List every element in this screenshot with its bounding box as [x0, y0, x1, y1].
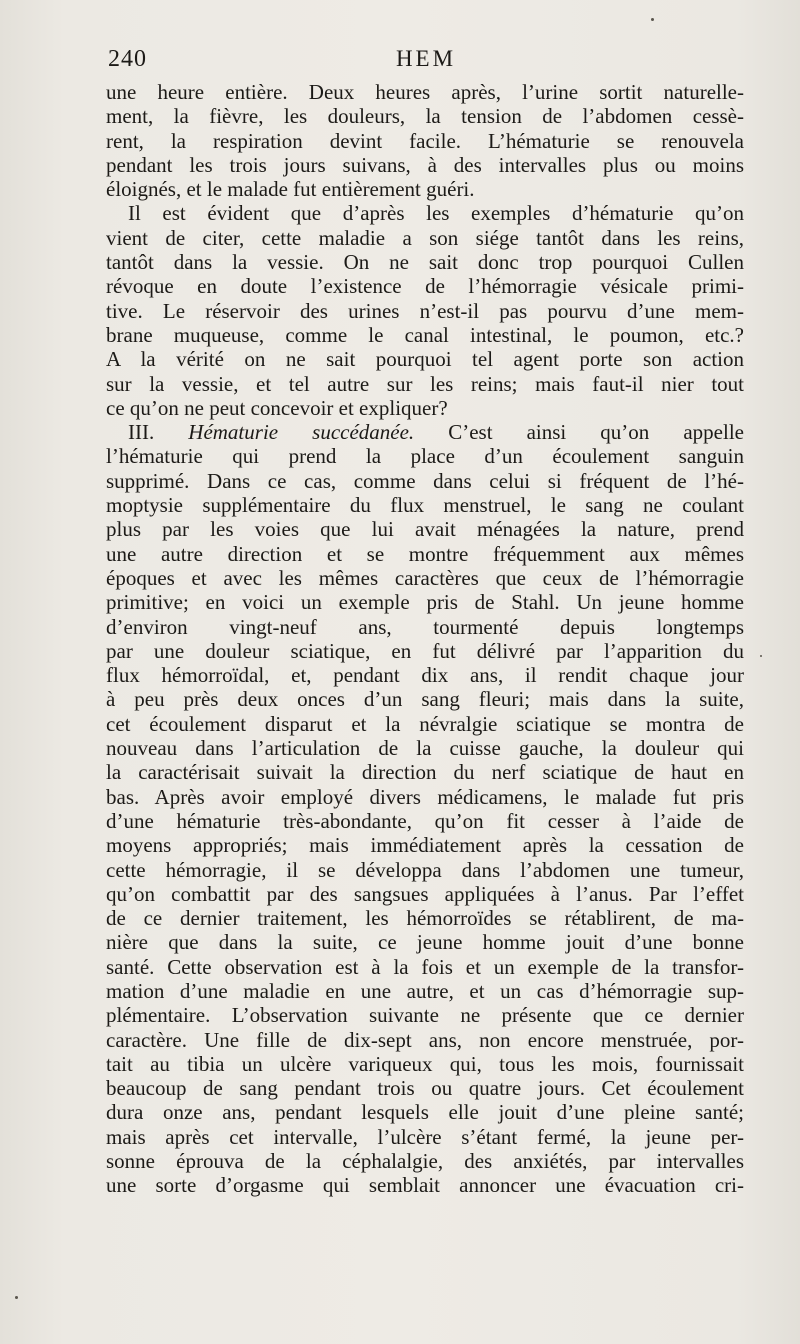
text-line: éloignés, et le malade fut entièrement guéri. — [106, 177, 475, 202]
text-line: beaucoup de sang pendant trois ou quatre jours. Cet écoulement — [106, 1076, 744, 1101]
page-number: 240 — [108, 46, 147, 72]
text-line: qu’on combattit par des sangsues appliquées à l’anus. Par l’effet — [106, 881, 744, 906]
text-fragment: C’est ainsi qu’on appelle — [414, 420, 744, 445]
text-line: nière que dans la suite, ce jeune homme jouit d’une bonne — [106, 930, 744, 955]
text-line: d’une hématurie très-abondante, qu’on fit cesser à l’aide de — [106, 808, 744, 833]
text-line: ment, la fièvre, les douleurs, la tension de l’abdomen cessè- — [106, 104, 744, 129]
text-line: par une douleur sciatique, en fut délivré par l’apparition du — [106, 638, 744, 663]
text-line: caractère. Une fille de dix-sept ans, non encore menstruée, por- — [106, 1027, 744, 1052]
text-line: santé. Cette observation est à la fois et un exemple de la transfor- — [106, 954, 744, 979]
text-line: moyens appropriés; mais immédiatement après la cessation de — [106, 833, 744, 858]
text-line: supprimé. Dans ce cas, comme dans celui si fréquent de l’hé- — [106, 468, 744, 493]
text-line: plémentaire. L’observation suivante ne présente que ce dernier — [106, 1003, 744, 1028]
text-line: époques et avec les mêmes caractères que ceux de l’hémorragie — [106, 565, 744, 590]
text-line: flux hémorroïdal, et, pendant dix ans, il rendit chaque jour — [106, 663, 744, 688]
text-line: révoque en doute l’existence de l’hémorragie vésicale primi- — [106, 274, 744, 299]
text-line: mation d’une maladie en une autre, et un cas d’hémorragie sup- — [106, 978, 744, 1003]
text-line: une sorte d’orgasme qui semblait annoncer une évacuation cri- — [106, 1173, 744, 1198]
text-line: pendant les trois jours suivans, à des intervalles plus ou moins — [106, 152, 744, 177]
text-line: sur la vessie, et tel autre sur les reins; mais faut-il nier tout — [106, 371, 744, 396]
text-line: tait au tibia un ulcère variqueux qui, tous les mois, fournissait — [106, 1051, 744, 1076]
text-line: plus par les voies que lui avait ménagées la nature, prend — [106, 517, 744, 542]
text-line: dura onze ans, pendant lesquels elle jouit d’une pleine santé; — [106, 1100, 744, 1125]
paragraph-3 — [106, 420, 744, 1198]
text-line: tive. Le réservoir des urines n’est-il pas pourvu d’une mem- — [106, 298, 744, 323]
text-line: vient de citer, cette maladie a son siége tantôt dans les reins, — [106, 225, 744, 250]
section-number: III. — [128, 420, 189, 445]
text-line: nouveau dans l’articulation de la cuisse gauche, la douleur qui — [106, 736, 744, 761]
text-line: tantôt dans la vessie. On ne sait donc trop pourquoi Cullen — [106, 250, 744, 275]
text-line: bas. Après avoir employé divers médicamens, le malade fut pris — [106, 784, 744, 809]
text-line: la caractérisait suivait la direction du nerf sciatique de haut en — [106, 760, 744, 785]
text-line: primitive; en voici un exemple pris de Stahl. Un jeune homme — [106, 590, 744, 615]
text-line: l’hématurie qui prend la place d’un écoulement sanguin — [106, 444, 744, 469]
text-line: A la vérité on ne sait pourquoi tel agent porte son action — [106, 347, 744, 372]
text-line: mais après cet intervalle, l’ulcère s’étant fermé, la jeune per- — [106, 1124, 744, 1149]
text-line: ce qu’on ne peut concevoir et expliquer? — [106, 395, 448, 420]
section-title: Hématurie succédanée. — [188, 420, 415, 445]
text-line: sonne éprouva de la céphalalgie, des anxiétés, par intervalles — [106, 1149, 744, 1174]
text-line: cette hémorragie, il se développa dans l’abdomen une tumeur, — [106, 857, 744, 882]
text-line: de ce dernier traitement, les hémorroïdes se rétablirent, de ma- — [106, 906, 744, 931]
text-line: cet écoulement disparut et la névralgie sciatique se montra de — [106, 711, 744, 736]
text-line: une heure entière. Deux heures après, l’urine sortit naturelle- — [106, 80, 744, 104]
text-line: moptysie supplémentaire du flux menstruel, le sang ne coulant — [106, 493, 744, 518]
text-line: rent, la respiration devint facile. L’hématurie se renouvela — [106, 128, 744, 153]
text-line: d’environ vingt-neuf ans, tourmenté depuis longtemps — [106, 614, 744, 639]
text-line: brane muqueuse, comme le canal intestinal, le poumon, etc.? — [106, 322, 744, 347]
body-text — [106, 80, 744, 1198]
text-line: Il est évident que d’après les exemples d’hématurie qu’on — [128, 201, 744, 226]
text-line: à peu près deux onces d’un sang fleuri; mais dans la suite, — [106, 687, 744, 712]
paragraph-2 — [106, 201, 744, 420]
text-line: une autre direction et se montre fréquemment aux mêmes — [106, 541, 744, 566]
running-head: HEM — [395, 46, 457, 71]
page-header — [106, 46, 746, 78]
paragraph-1 — [106, 80, 744, 201]
text-line — [106, 420, 744, 444]
